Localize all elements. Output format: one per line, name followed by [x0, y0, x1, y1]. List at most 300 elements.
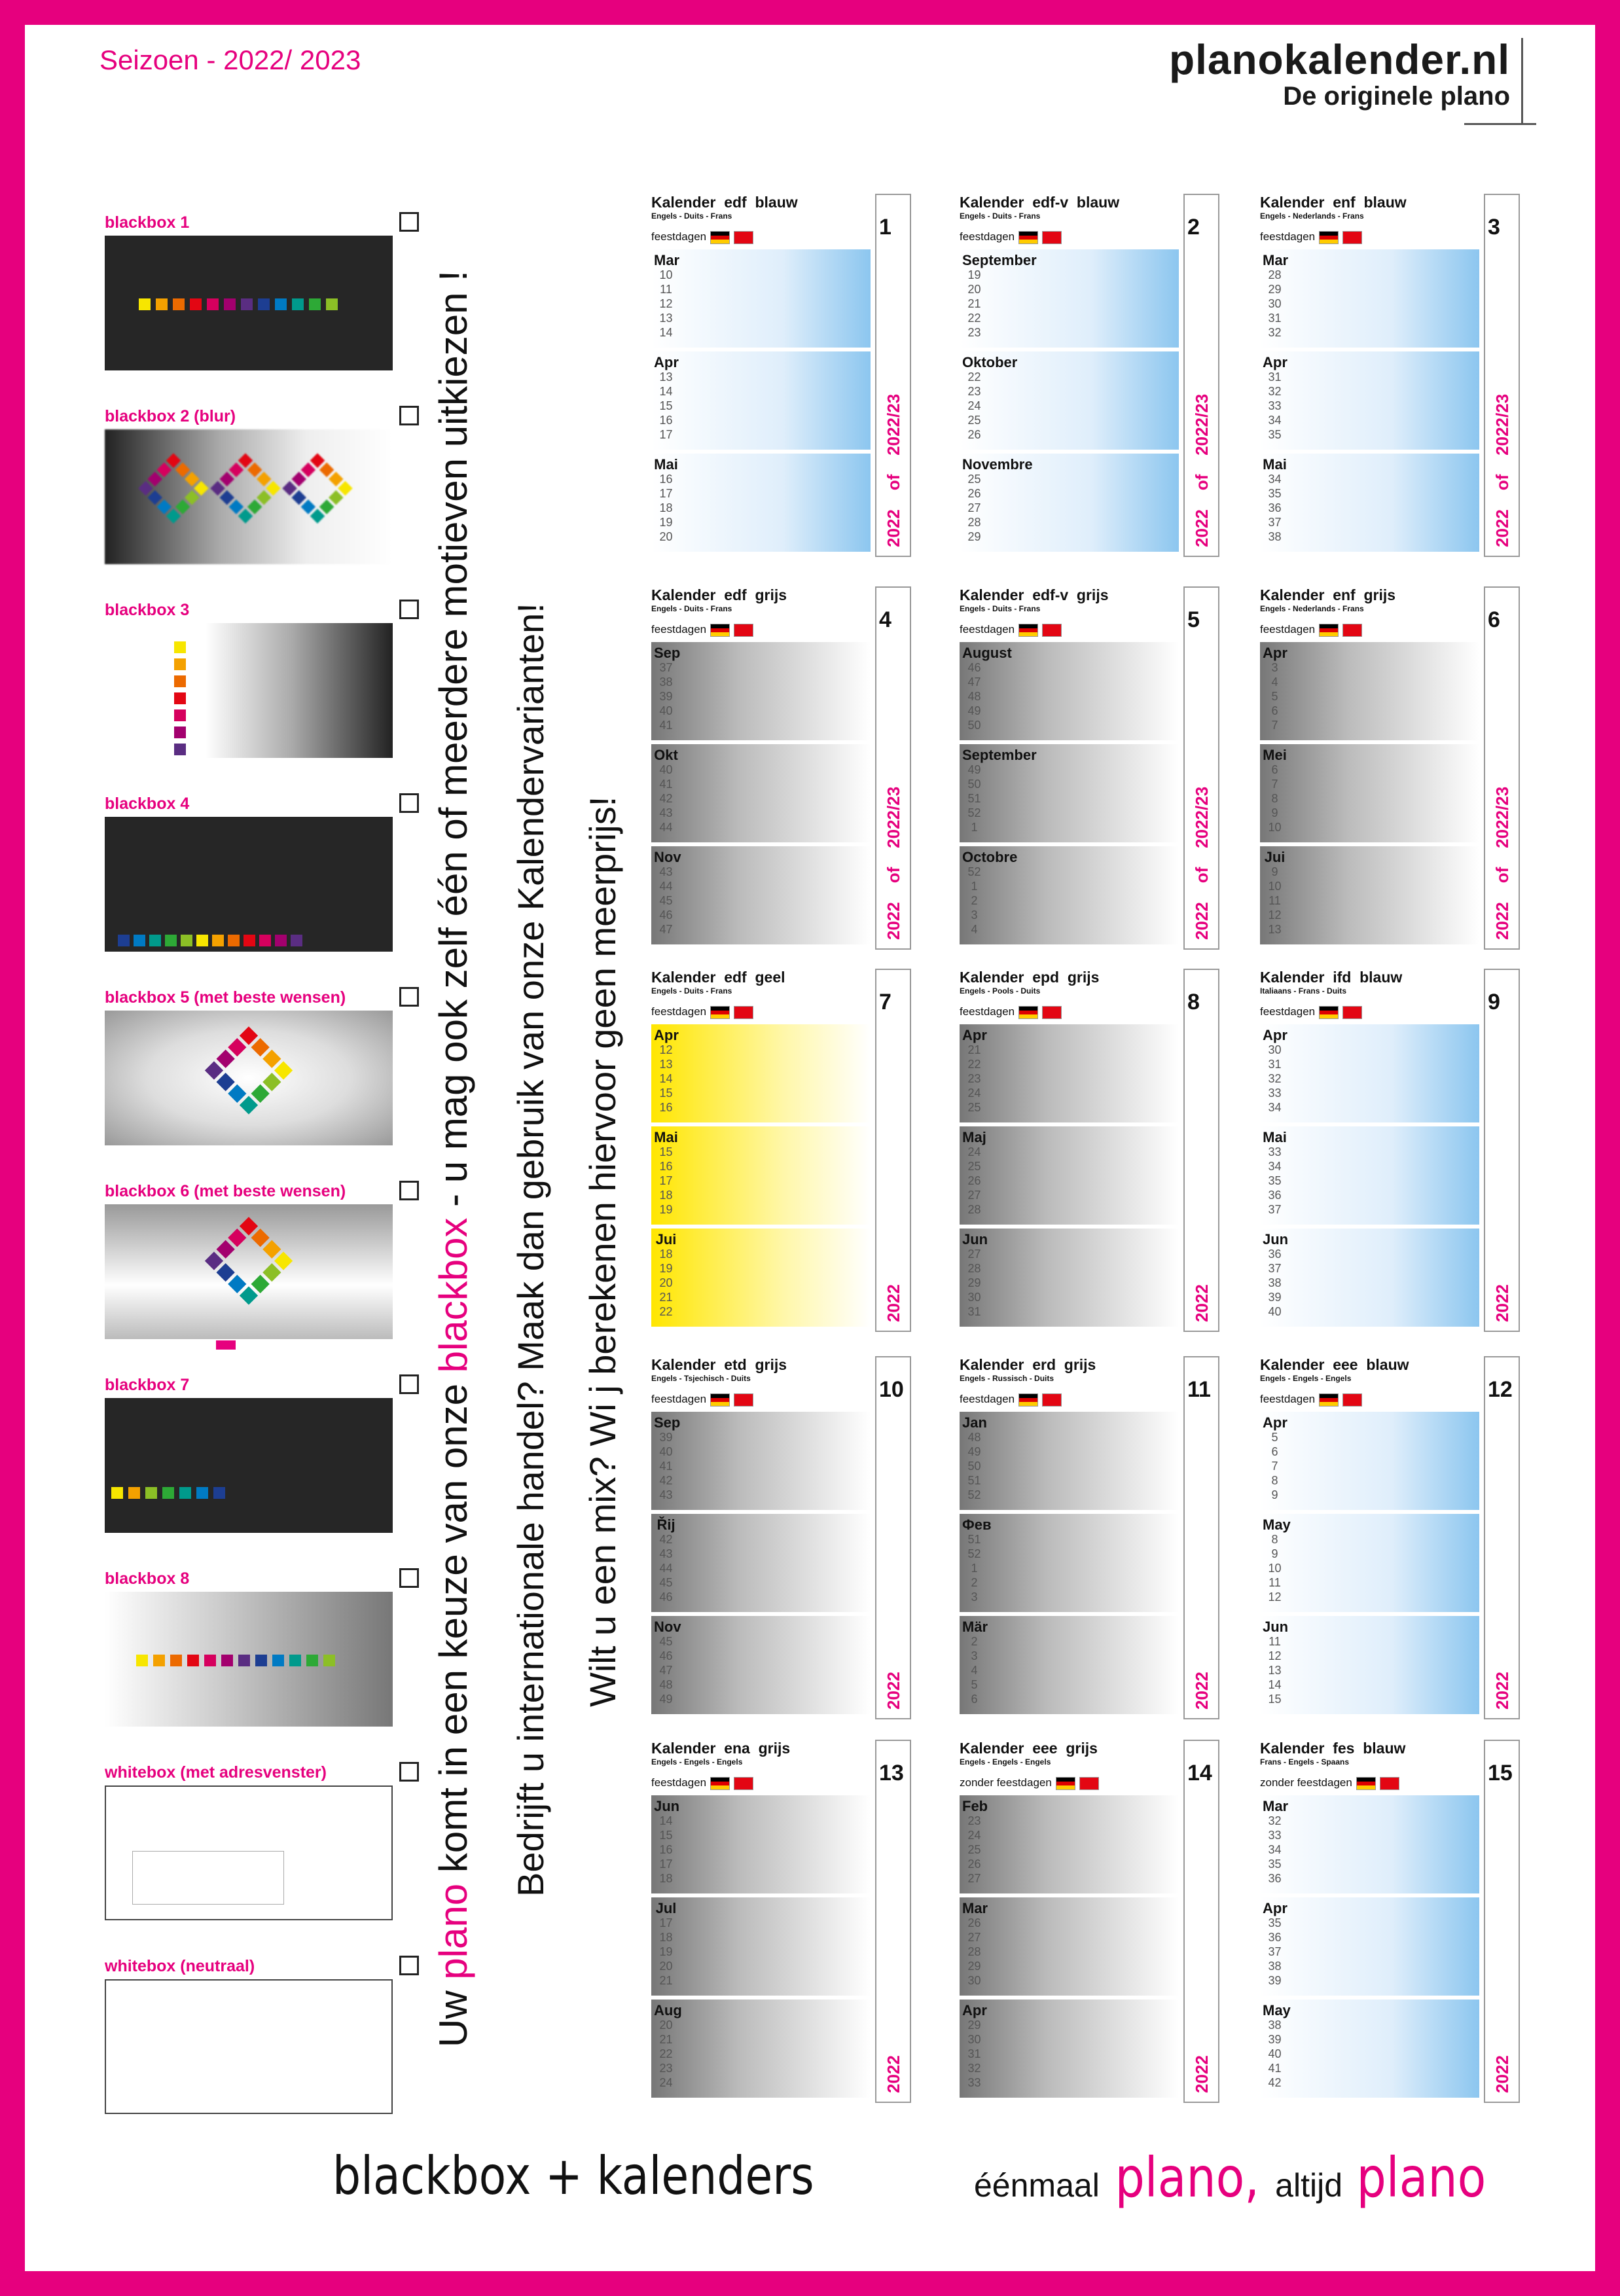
day-cell	[1107, 777, 1132, 791]
month-name: Oktober	[962, 354, 1018, 370]
day-cell	[727, 1174, 751, 1188]
whitebox-address-image	[105, 1785, 393, 1920]
calendar-card[interactable]	[960, 586, 1221, 953]
day-cell	[1432, 879, 1456, 893]
calendar-languages: Frans - Engels - Spaans	[1260, 1757, 1350, 1767]
day-cell: 24	[967, 1145, 981, 1158]
color-square	[275, 298, 287, 310]
calendar-card[interactable]	[960, 194, 1221, 560]
calendar-number: 11	[1187, 1377, 1211, 1402]
month-block	[960, 1795, 1179, 1893]
calendar-body	[651, 642, 871, 950]
calendar-card[interactable]	[1260, 194, 1522, 560]
day-cell	[1432, 1692, 1456, 1706]
day-cell: 8	[1271, 1533, 1278, 1546]
day-cell	[986, 515, 1011, 529]
day-cell	[1384, 1145, 1408, 1159]
day-cell	[1083, 2075, 1107, 2090]
day-cell	[799, 1945, 823, 1959]
calendar-header	[1260, 969, 1496, 1021]
calendar-side-tab	[1183, 969, 1219, 1332]
day-cell	[986, 1814, 1011, 1828]
flag-icon	[734, 231, 753, 244]
calendar-card[interactable]	[960, 1356, 1221, 1723]
day-cell	[1408, 1261, 1432, 1276]
day-cell	[1335, 908, 1359, 922]
month-name: May	[1263, 2002, 1291, 2018]
day-cell	[1132, 1842, 1156, 1857]
day-cell	[775, 1590, 799, 1604]
day-cell	[775, 486, 799, 501]
day-cell	[751, 1857, 775, 1871]
day-cell	[751, 908, 775, 922]
day-cell	[986, 675, 1011, 689]
week-row	[654, 1057, 868, 1071]
calendar-holidays	[651, 1393, 753, 1407]
day-cell: 17	[659, 487, 673, 500]
day-cell	[1432, 2075, 1456, 2090]
month-name: Apr	[1263, 645, 1287, 661]
day-cell	[986, 1916, 1011, 1930]
day-cell	[1359, 675, 1384, 689]
day-cell	[1311, 268, 1335, 282]
day-cell	[678, 282, 702, 296]
day-cell	[751, 689, 775, 704]
day-cell	[1059, 1649, 1083, 1663]
day-cell	[1408, 865, 1432, 879]
holidays-label: feestdagen	[960, 1005, 1015, 1018]
week-row	[654, 922, 868, 937]
calendar-year: 2022	[884, 2055, 903, 2093]
calendar-title: Kalender fes blauw	[1260, 1740, 1406, 1757]
day-cell	[1384, 1304, 1408, 1319]
day-cell	[1011, 1945, 1035, 1959]
day-cell	[1335, 268, 1359, 282]
day-cell: 17	[659, 1916, 673, 1929]
day-cell	[751, 777, 775, 791]
month-block	[960, 1024, 1179, 1122]
day-cell	[775, 1459, 799, 1473]
day-cell	[1083, 2061, 1107, 2075]
day-cell	[1083, 1871, 1107, 1886]
color-square	[212, 935, 224, 946]
day-cell	[1287, 296, 1311, 311]
day-cell	[727, 2032, 751, 2047]
day-cell	[1035, 501, 1059, 515]
month-header	[962, 253, 1176, 268]
day-cell: 38	[1268, 1276, 1282, 1289]
day-cell	[1083, 1590, 1107, 1604]
day-cell	[1408, 1086, 1432, 1100]
blackbox-checkbox[interactable]	[399, 987, 419, 1007]
day-cell	[1011, 1261, 1035, 1276]
day-cell	[678, 1304, 702, 1319]
calendar-side-tab	[875, 1740, 911, 2103]
day-cell: 46	[659, 908, 673, 922]
month-header	[654, 1130, 868, 1145]
color-square	[174, 709, 186, 721]
month-header	[1263, 1416, 1477, 1430]
day-cell	[1359, 1473, 1384, 1488]
day-cell	[727, 704, 751, 718]
day-cell	[986, 1043, 1011, 1057]
day-cell	[1132, 1959, 1156, 1973]
calendar-card[interactable]	[960, 969, 1221, 1335]
day-cell	[775, 2047, 799, 2061]
day-cell: 27	[967, 1931, 981, 1944]
day-cell	[1059, 1057, 1083, 1071]
day-cell	[1132, 427, 1156, 442]
day-cell	[1359, 660, 1384, 675]
day-cell: 30	[967, 1291, 981, 1304]
day-cell	[1107, 1202, 1132, 1217]
day-cell	[1432, 1071, 1456, 1086]
day-cell	[1287, 718, 1311, 732]
blackbox-checkbox[interactable]	[399, 793, 419, 813]
day-cell: 1	[971, 821, 978, 834]
week-row	[1263, 529, 1477, 544]
day-cell	[1408, 1043, 1432, 1057]
day-cell	[1083, 1043, 1107, 1057]
color-square	[174, 641, 186, 653]
day-cell	[775, 268, 799, 282]
calendar-holidays	[651, 1776, 753, 1790]
day-cell	[1335, 1532, 1359, 1547]
calendar-card[interactable]	[1260, 1356, 1522, 1723]
day-cell: 15	[659, 1145, 673, 1158]
calendar-header	[960, 1740, 1195, 1792]
week-row	[962, 1488, 1176, 1502]
day-cell	[1287, 1290, 1311, 1304]
text-highlight: plano	[431, 1883, 475, 1980]
month-block	[651, 1126, 871, 1225]
week-row	[962, 1145, 1176, 1159]
day-cell	[1359, 1649, 1384, 1663]
day-cell	[1059, 1444, 1083, 1459]
day-cell	[1311, 1071, 1335, 1086]
day-cell	[1011, 1692, 1035, 1706]
day-cell	[1059, 922, 1083, 937]
day-cell	[1059, 1842, 1083, 1857]
day-cell	[1432, 1547, 1456, 1561]
day-cell	[1132, 1575, 1156, 1590]
day-cell	[1335, 1959, 1359, 1973]
day-cell	[1432, 806, 1456, 820]
day-cell: 33	[1268, 1145, 1282, 1158]
month-header	[1263, 1232, 1477, 1247]
day-cell	[1011, 1290, 1035, 1304]
holidays-label: zonder feestdagen	[960, 1776, 1052, 1789]
day-cell	[1311, 384, 1335, 399]
day-cell	[751, 1444, 775, 1459]
month-header	[962, 1620, 1176, 1634]
day-cell	[799, 1043, 823, 1057]
day-cell	[1311, 1174, 1335, 1188]
day-cell	[1011, 1959, 1035, 1973]
blackbox-checkbox[interactable]	[399, 1762, 419, 1782]
day-cell	[1107, 2075, 1132, 2090]
calendar-card[interactable]	[651, 194, 913, 560]
day-cell	[1359, 486, 1384, 501]
day-cell	[775, 1575, 799, 1590]
day-cell	[727, 660, 751, 675]
day-cell	[823, 660, 848, 675]
day-cell	[1359, 2075, 1384, 2090]
day-cell	[1359, 1945, 1384, 1959]
day-cell	[1311, 1857, 1335, 1871]
day-cell: 17	[659, 428, 673, 441]
day-cell	[727, 268, 751, 282]
day-cell	[823, 384, 848, 399]
day-cell	[1287, 1247, 1311, 1261]
day-cell	[1035, 1916, 1059, 1930]
blackbox-checkbox[interactable]	[399, 1568, 419, 1588]
day-cell	[1311, 1959, 1335, 1973]
week-row	[1263, 296, 1477, 311]
day-cell	[1335, 922, 1359, 937]
day-cell: 47	[659, 1664, 673, 1677]
day-cell	[1287, 908, 1311, 922]
day-cell	[1059, 1814, 1083, 1828]
day-cell	[799, 1430, 823, 1444]
day-cell	[1408, 1188, 1432, 1202]
month-block	[960, 1229, 1179, 1327]
day-cell	[727, 1459, 751, 1473]
month-name: Mar	[1263, 252, 1289, 268]
day-cell: 28	[967, 1945, 981, 1958]
day-cell	[1035, 1575, 1059, 1590]
day-cell	[775, 675, 799, 689]
day-cell	[1083, 820, 1107, 834]
day-cell: 24	[967, 1086, 981, 1100]
month-header	[1263, 253, 1477, 268]
calendar-card[interactable]	[1260, 1740, 1522, 2106]
day-cell: 18	[659, 501, 673, 514]
calendar-card[interactable]	[651, 1356, 913, 1723]
day-cell	[1035, 865, 1059, 879]
day-cell	[823, 2061, 848, 2075]
day-cell	[986, 1473, 1011, 1488]
day-cell	[799, 486, 823, 501]
calendar-year: 2022 of 2022/23	[1492, 786, 1512, 940]
calendar-card[interactable]	[1260, 586, 1522, 953]
day-cell: 20	[659, 530, 673, 543]
day-cell	[1083, 762, 1107, 777]
day-cell	[1384, 1828, 1408, 1842]
day-cell	[823, 1945, 848, 1959]
day-cell	[1287, 1871, 1311, 1886]
day-cell	[823, 1444, 848, 1459]
day-cell	[1287, 472, 1311, 486]
day-cell	[1311, 1634, 1335, 1649]
day-cell	[823, 1692, 848, 1706]
day-cell	[1035, 1086, 1059, 1100]
day-cell	[1083, 879, 1107, 893]
day-cell	[1059, 296, 1083, 311]
day-cell	[1359, 908, 1384, 922]
day-cell	[1287, 1842, 1311, 1857]
blackbox-checkbox[interactable]	[399, 600, 419, 619]
calendar-languages: Italiaans - Frans - Duits	[1260, 986, 1347, 996]
day-cell	[1432, 1202, 1456, 1217]
day-cell	[1132, 2018, 1156, 2032]
day-cell	[1359, 806, 1384, 820]
day-cell	[823, 1430, 848, 1444]
day-cell	[775, 1916, 799, 1930]
day-cell	[1384, 1071, 1408, 1086]
day-cell	[775, 399, 799, 413]
calendar-number: 9	[1488, 990, 1500, 1014]
day-cell	[702, 325, 727, 340]
day-cell	[1035, 1459, 1059, 1473]
blackbox-checkbox[interactable]	[399, 1956, 419, 1975]
day-cell	[1408, 1159, 1432, 1174]
day-cell	[702, 1857, 727, 1871]
day-cell	[1083, 1473, 1107, 1488]
week-row	[962, 922, 1176, 937]
week-row	[962, 384, 1176, 399]
day-cell	[1059, 791, 1083, 806]
day-cell	[799, 427, 823, 442]
flag-icon	[710, 624, 730, 637]
blackbox-1-image	[105, 236, 393, 370]
day-cell: 9	[1271, 1488, 1278, 1501]
day-cell	[1035, 1842, 1059, 1857]
day-cell	[1107, 908, 1132, 922]
day-cell	[1132, 370, 1156, 384]
week-row	[654, 660, 868, 675]
calendar-card[interactable]	[651, 969, 913, 1335]
day-cell	[751, 718, 775, 732]
blackbox-label: blackbox 1	[105, 213, 190, 232]
day-cell	[678, 2075, 702, 2090]
day-cell: 38	[1268, 530, 1282, 543]
week-row	[962, 529, 1176, 544]
day-cell	[1107, 1973, 1132, 1988]
day-cell	[1432, 1174, 1456, 1188]
week-row	[962, 501, 1176, 515]
day-cell	[986, 1444, 1011, 1459]
calendar-card[interactable]	[651, 586, 913, 953]
day-cell	[799, 675, 823, 689]
day-cell: 12	[1268, 1649, 1282, 1662]
day-cell	[702, 1086, 727, 1100]
day-cell	[1287, 1057, 1311, 1071]
day-cell	[1335, 1842, 1359, 1857]
color-square	[326, 298, 338, 310]
day-cell	[1035, 1188, 1059, 1202]
week-row	[654, 2075, 868, 2090]
day-cell	[1132, 2047, 1156, 2061]
day-cell	[823, 908, 848, 922]
day-cell	[799, 922, 823, 937]
day-cell	[1059, 370, 1083, 384]
calendar-header	[960, 194, 1195, 246]
day-cell	[1359, 820, 1384, 834]
week-row	[962, 1590, 1176, 1604]
color-square	[309, 298, 321, 310]
day-cell	[1287, 1945, 1311, 1959]
day-cell	[1287, 501, 1311, 515]
calendar-card[interactable]	[1260, 969, 1522, 1335]
month-name: Jun	[962, 1231, 988, 1247]
day-cell	[1432, 268, 1456, 282]
day-cell	[986, 1677, 1011, 1692]
day-cell	[1384, 806, 1408, 820]
day-cell	[1408, 1842, 1432, 1857]
day-cell	[1359, 1828, 1384, 1842]
day-cell	[678, 296, 702, 311]
day-cell	[799, 1304, 823, 1319]
week-row	[654, 501, 868, 515]
day-cell	[823, 1973, 848, 1988]
day-cell: 22	[967, 1058, 981, 1071]
day-cell	[1059, 311, 1083, 325]
day-cell	[1011, 1071, 1035, 1086]
day-cell	[799, 1561, 823, 1575]
day-cell	[1359, 1057, 1384, 1071]
blackbox-checkbox[interactable]	[399, 1181, 419, 1200]
day-cell	[1083, 2032, 1107, 2047]
day-cell	[823, 1547, 848, 1561]
day-cell	[727, 296, 751, 311]
day-cell	[1384, 2047, 1408, 2061]
week-row	[1263, 486, 1477, 501]
day-cell	[678, 1649, 702, 1663]
month-name: Mar	[1263, 1798, 1289, 1814]
blackbox-checkbox[interactable]	[399, 212, 419, 232]
week-row	[654, 2061, 868, 2075]
day-cell: 11	[1269, 1576, 1281, 1589]
day-cell	[1011, 413, 1035, 427]
day-cell	[1335, 384, 1359, 399]
day-cell	[751, 1430, 775, 1444]
day-cell: 16	[659, 473, 673, 486]
day-cell	[1287, 1488, 1311, 1502]
calendar-card[interactable]	[651, 1740, 913, 2106]
flag-icon	[1042, 624, 1062, 637]
calendar-card[interactable]	[960, 1740, 1221, 2106]
week-row	[1263, 1547, 1477, 1561]
day-cell: 43	[659, 1488, 673, 1501]
day-cell	[1132, 413, 1156, 427]
day-cell	[823, 1663, 848, 1677]
day-cell	[1132, 1663, 1156, 1677]
day-cell	[1083, 1532, 1107, 1547]
day-cell	[751, 2018, 775, 2032]
day-cell	[1107, 689, 1132, 704]
day-cell	[1335, 1188, 1359, 1202]
blackbox-checkbox[interactable]	[399, 1374, 419, 1394]
day-cell	[1132, 282, 1156, 296]
day-cell: 47	[659, 923, 673, 936]
flag-icon	[1342, 1006, 1362, 1019]
day-cell	[751, 1473, 775, 1488]
day-cell	[1311, 1145, 1335, 1159]
day-cell	[1384, 413, 1408, 427]
day-cell	[1384, 718, 1408, 732]
day-cell	[986, 1188, 1011, 1202]
day-cell	[1311, 399, 1335, 413]
day-cell: 42	[1268, 2076, 1282, 2089]
day-cell	[1011, 2075, 1035, 2090]
day-cell	[1107, 704, 1132, 718]
day-cell	[799, 879, 823, 893]
flag-icon	[734, 1393, 753, 1407]
blackbox-checkbox[interactable]	[399, 406, 419, 425]
day-cell	[775, 282, 799, 296]
week-row	[654, 399, 868, 413]
